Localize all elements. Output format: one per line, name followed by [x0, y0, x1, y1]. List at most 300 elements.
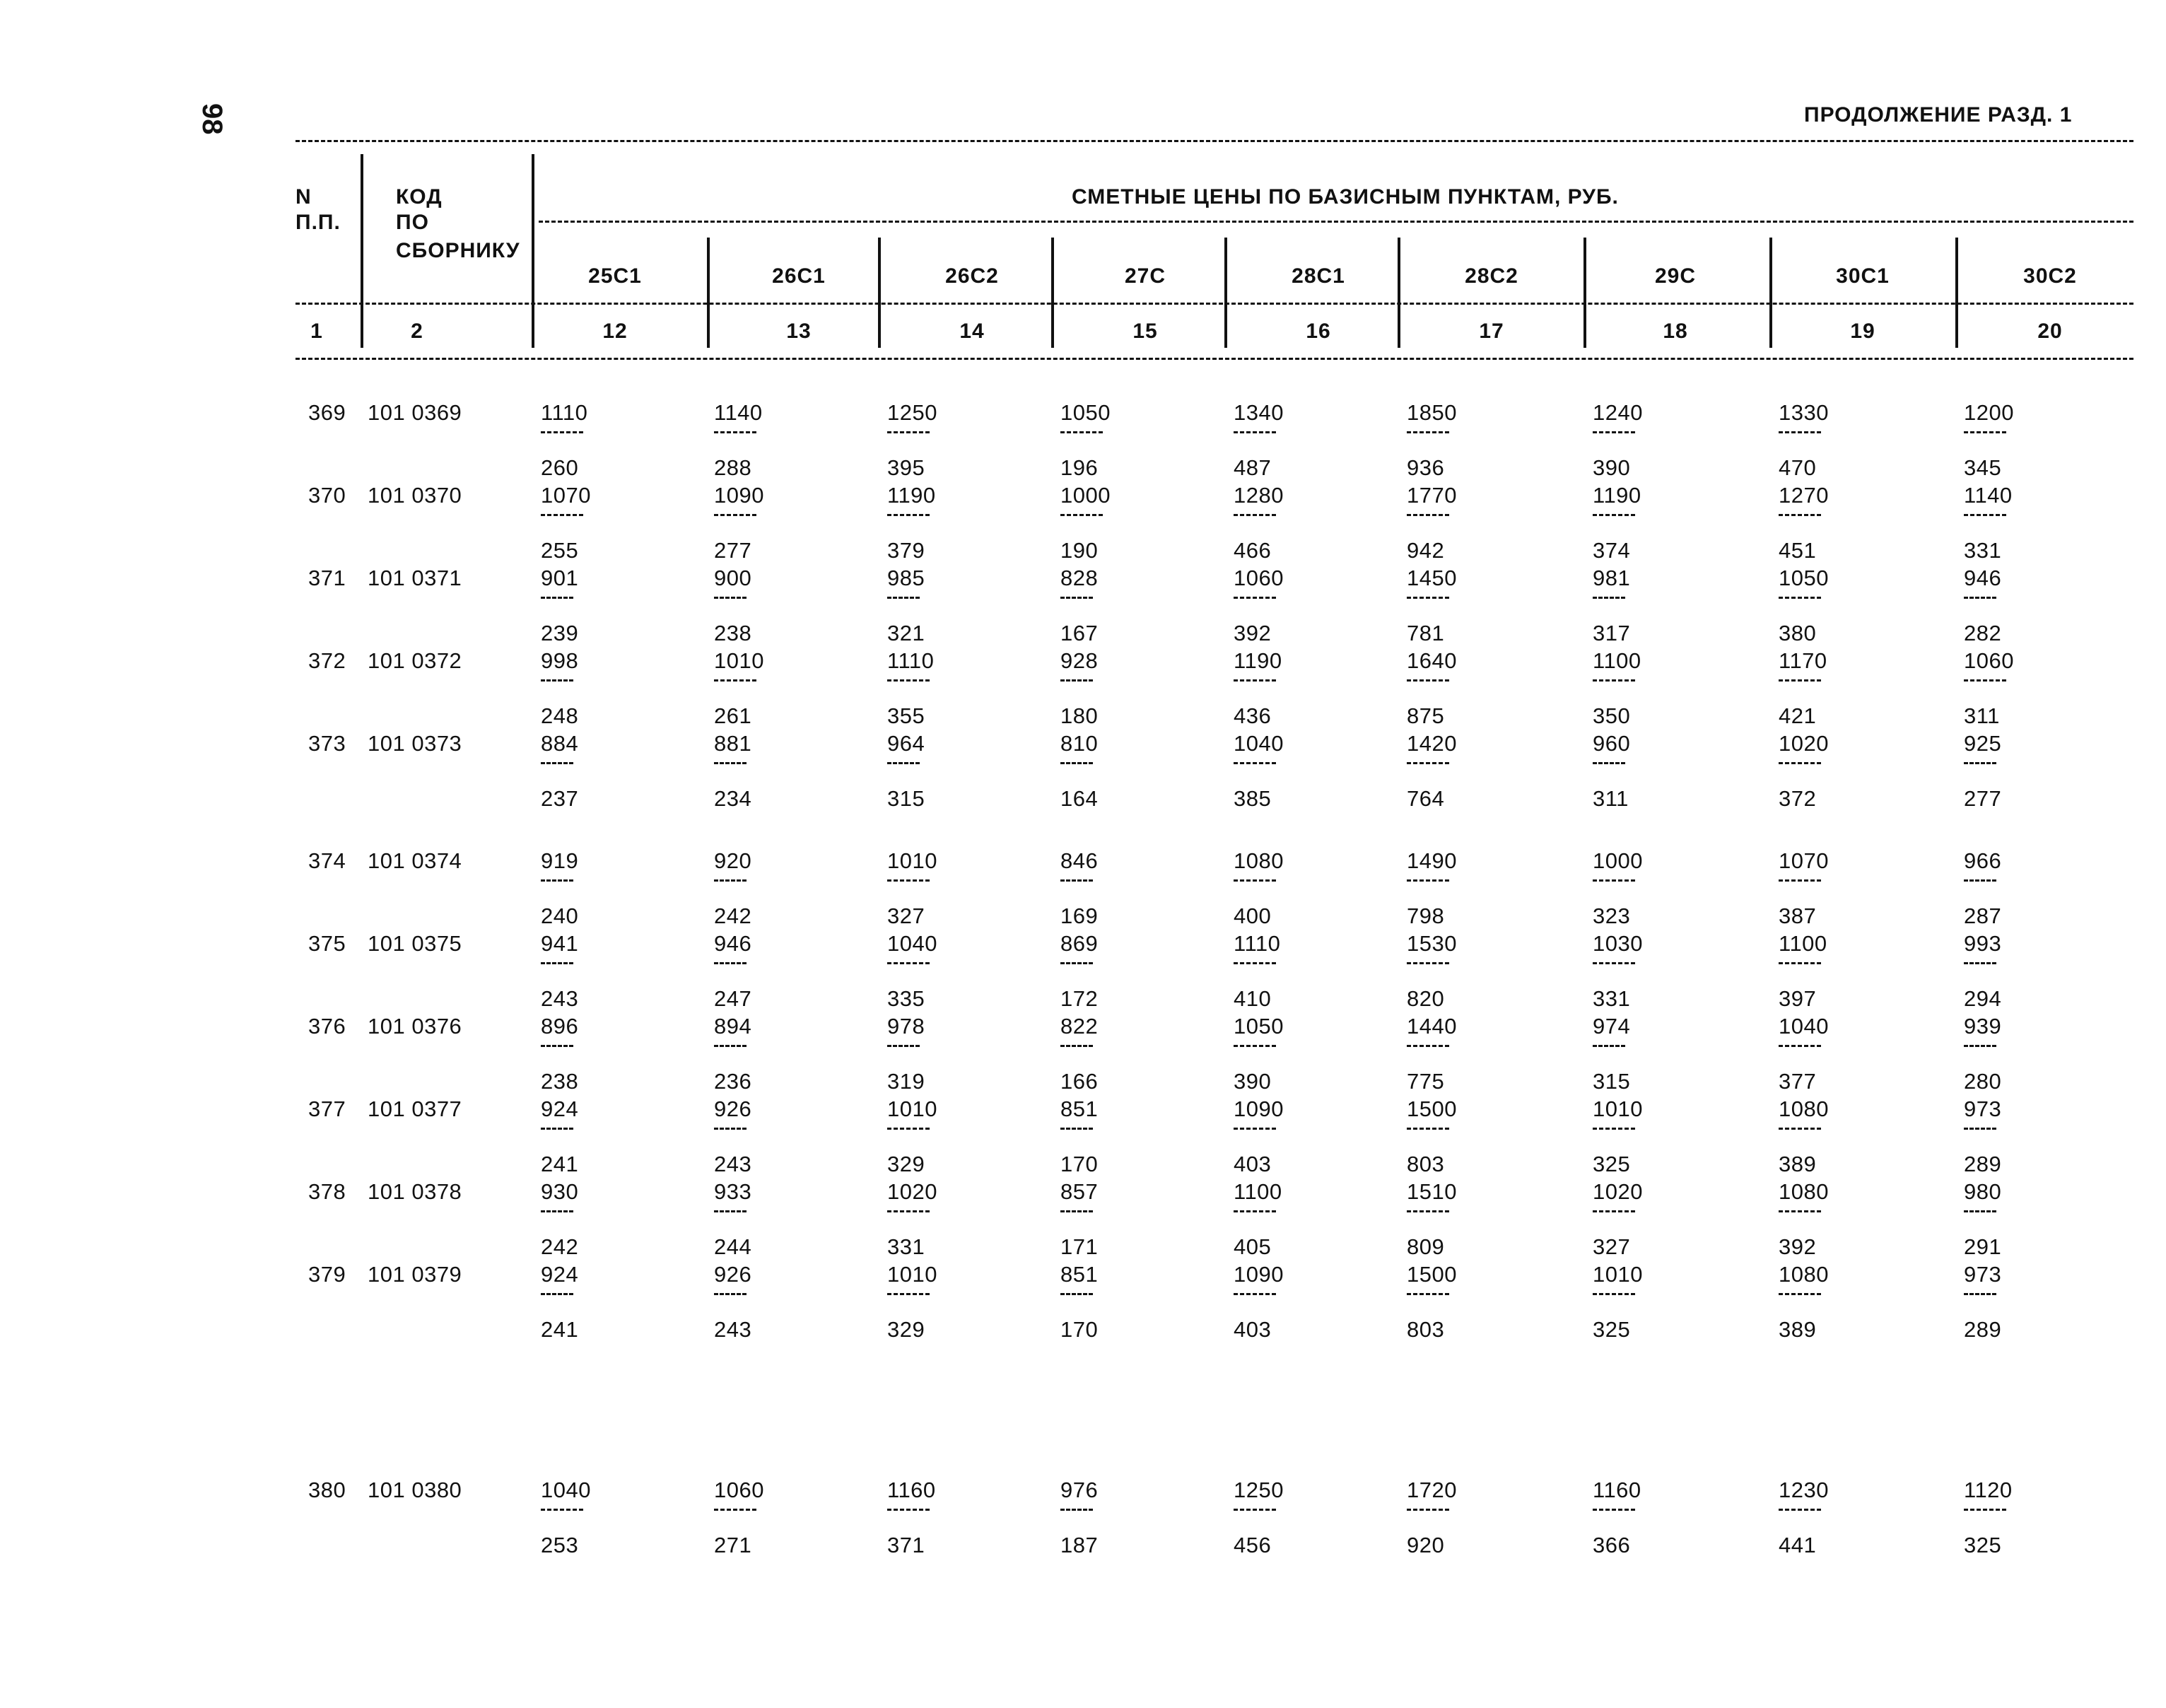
price-value-bottom: 405	[1234, 1234, 1272, 1259]
row-number: 379	[308, 1262, 346, 1287]
fraction-line	[1407, 514, 1449, 516]
fraction-line	[714, 1509, 756, 1511]
row-number: 372	[308, 648, 346, 673]
fraction-line	[1060, 1128, 1093, 1130]
price-value-bottom: 400	[1234, 903, 1272, 928]
price-value-top: 978	[887, 1014, 925, 1039]
fraction-line	[1407, 1509, 1449, 1511]
price-value-bottom: 875	[1407, 703, 1445, 728]
price-value-bottom: 385	[1234, 786, 1272, 811]
row-number: 373	[308, 731, 346, 756]
price-value-bottom: 244	[714, 1234, 752, 1259]
price-value-top: 998	[541, 648, 579, 673]
price-value-top: 946	[1964, 566, 2002, 590]
fraction-line	[1964, 597, 1996, 599]
price-value-top: 1120	[1964, 1478, 2013, 1502]
header-point-label: 29С	[1654, 264, 1697, 288]
price-value-bottom: 329	[887, 1152, 925, 1176]
fraction-line	[1407, 1128, 1449, 1130]
fraction-line	[714, 962, 747, 964]
header-column-number: 14	[959, 320, 985, 343]
price-value-top: 1090	[1234, 1262, 1284, 1287]
price-value-bottom: 241	[541, 1317, 579, 1342]
price-value-bottom: 166	[1060, 1069, 1099, 1094]
price-value-bottom: 321	[887, 621, 925, 645]
fraction-line	[1964, 1045, 1996, 1047]
price-value-top: 1040	[541, 1478, 591, 1502]
price-value-top: 1010	[887, 1096, 937, 1121]
price-value-bottom: 289	[1964, 1317, 2002, 1342]
header-code-line2: ПО	[396, 211, 429, 234]
row-code: 101 0372	[368, 648, 462, 673]
header-point-label: 26С2	[945, 264, 999, 288]
fraction-line	[1060, 762, 1093, 764]
price-value-top: 925	[1964, 731, 2002, 756]
price-value-bottom: 392	[1234, 621, 1272, 645]
fraction-line	[1234, 1210, 1276, 1212]
header-column-number: 18	[1663, 320, 1688, 343]
fraction-line	[714, 514, 756, 516]
fraction-line	[1407, 1210, 1449, 1212]
fraction-line	[1779, 879, 1821, 882]
fraction-line	[1593, 431, 1635, 433]
price-value-top: 1100	[1593, 648, 1641, 673]
price-value-bottom: 331	[887, 1234, 925, 1259]
price-value-top: 1100	[1779, 931, 1827, 956]
fraction-line	[1407, 762, 1449, 764]
row-code: 101 0374	[368, 848, 462, 873]
fraction-line	[1234, 962, 1276, 964]
row-number: 378	[308, 1179, 346, 1204]
fraction-line	[1964, 1509, 2006, 1511]
price-value-top: 1340	[1234, 400, 1284, 425]
price-value-bottom: 282	[1964, 621, 2002, 645]
header-prices-title: СМЕТНЫЕ ЦЕНЫ ПО БАЗИСНЫМ ПУНКТАМ, РУБ.	[1072, 185, 1619, 209]
fraction-line	[1593, 1210, 1635, 1212]
fraction-line	[1407, 431, 1449, 433]
price-value-bottom: 456	[1234, 1533, 1272, 1557]
price-value-bottom: 487	[1234, 455, 1272, 480]
price-value-bottom: 410	[1234, 986, 1272, 1011]
price-value-top: 1020	[1779, 731, 1829, 756]
fraction-line	[541, 597, 573, 599]
fraction-line	[714, 1293, 747, 1295]
header-point-divider	[1955, 238, 1958, 348]
price-value-top: 920	[714, 848, 752, 873]
row-code: 101 0370	[368, 483, 462, 508]
price-value-top: 846	[1060, 848, 1099, 873]
price-value-bottom: 287	[1964, 903, 2002, 928]
fraction-line	[1964, 679, 2006, 682]
price-value-top: 1110	[1234, 931, 1281, 956]
price-value-bottom: 470	[1779, 455, 1817, 480]
fraction-line	[1234, 879, 1276, 882]
fraction-line	[714, 1210, 747, 1212]
price-value-top: 1030	[1593, 931, 1643, 956]
fraction-line	[1593, 1045, 1625, 1047]
price-value-bottom: 371	[887, 1533, 925, 1557]
price-value-top: 1640	[1407, 648, 1457, 673]
price-value-bottom: 247	[714, 986, 752, 1011]
row-number: 370	[308, 483, 346, 508]
header-point-label: 30С1	[1836, 264, 1890, 288]
price-value-bottom: 403	[1234, 1152, 1272, 1176]
price-value-bottom: 331	[1593, 986, 1631, 1011]
fraction-line	[887, 1293, 930, 1295]
fraction-line	[1593, 1128, 1635, 1130]
fraction-line	[1407, 679, 1449, 682]
price-value-top: 964	[887, 731, 925, 756]
header-point-label: 25С1	[588, 264, 642, 288]
price-value-bottom: 190	[1060, 538, 1099, 563]
row-code: 101 0375	[368, 931, 462, 956]
row-code: 101 0378	[368, 1179, 462, 1204]
header-bottom-rule	[295, 358, 2133, 360]
price-value-bottom: 920	[1407, 1533, 1445, 1557]
price-value-top: 828	[1060, 566, 1099, 590]
fraction-line	[541, 431, 583, 433]
header-point-divider	[1769, 238, 1772, 348]
price-value-bottom: 242	[714, 903, 752, 928]
header-n-line1: N	[295, 185, 312, 209]
price-value-top: 896	[541, 1014, 579, 1039]
price-value-top: 1270	[1779, 483, 1829, 508]
row-number: 377	[308, 1096, 346, 1121]
header-column-number: 15	[1132, 320, 1158, 343]
price-value-top: 1010	[714, 648, 764, 673]
price-value-top: 869	[1060, 931, 1099, 956]
price-value-bottom: 317	[1593, 621, 1631, 645]
price-value-top: 1010	[1593, 1262, 1643, 1287]
price-value-top: 1280	[1234, 483, 1284, 508]
fraction-line	[1779, 1509, 1821, 1511]
price-value-bottom: 167	[1060, 621, 1099, 645]
price-value-top: 976	[1060, 1478, 1099, 1502]
price-value-bottom: 392	[1779, 1234, 1817, 1259]
price-value-bottom: 331	[1964, 538, 2002, 563]
header-point-divider	[1583, 238, 1586, 348]
fraction-line	[1593, 597, 1625, 599]
price-value-bottom: 238	[541, 1069, 579, 1094]
fraction-line	[1964, 1293, 1996, 1295]
price-value-top: 1850	[1407, 400, 1457, 425]
fraction-line	[1234, 1128, 1276, 1130]
header-code-line3: СБОРНИКУ	[396, 239, 520, 262]
price-value-bottom: 255	[541, 538, 579, 563]
price-value-bottom: 171	[1060, 1234, 1099, 1259]
fraction-line	[541, 1210, 573, 1212]
header-column-number: 2	[411, 320, 423, 343]
row-code: 101 0379	[368, 1262, 462, 1287]
price-value-bottom: 237	[541, 786, 579, 811]
price-value-bottom: 390	[1593, 455, 1631, 480]
price-value-bottom: 389	[1779, 1317, 1817, 1342]
continuation-label: ПРОДОЛЖЕНИЕ РАЗД. 1	[1804, 103, 2073, 127]
price-value-top: 1000	[1060, 483, 1111, 508]
price-value-bottom: 291	[1964, 1234, 2002, 1259]
price-value-bottom: 248	[541, 703, 579, 728]
fraction-line	[887, 962, 930, 964]
price-value-bottom: 280	[1964, 1069, 2002, 1094]
fraction-line	[1234, 1293, 1276, 1295]
price-value-top: 1200	[1964, 400, 2014, 425]
price-value-bottom: 372	[1779, 786, 1817, 811]
fraction-line	[1234, 762, 1276, 764]
row-code: 101 0369	[368, 400, 462, 425]
price-value-bottom: 277	[714, 538, 752, 563]
price-value-top: 851	[1060, 1262, 1099, 1287]
price-value-bottom: 271	[714, 1533, 752, 1557]
fraction-line	[1407, 962, 1449, 964]
price-value-top: 981	[1593, 566, 1631, 590]
fraction-line	[1407, 879, 1449, 882]
price-value-bottom: 288	[714, 455, 752, 480]
fraction-line	[1593, 762, 1625, 764]
price-value-top: 1510	[1407, 1179, 1457, 1204]
header-column-number: 17	[1479, 320, 1504, 343]
fraction-line	[1779, 679, 1821, 682]
header-point-divider	[1398, 238, 1400, 348]
header-code-line1: КОД	[396, 185, 443, 209]
fraction-line	[1779, 597, 1821, 599]
header-column-number: 20	[2037, 320, 2063, 343]
price-value-bottom: 261	[714, 703, 752, 728]
price-value-top: 985	[887, 566, 925, 590]
price-value-bottom: 441	[1779, 1533, 1817, 1557]
fraction-line	[1964, 962, 1996, 964]
fraction-line	[541, 514, 583, 516]
header-column-number: 16	[1306, 320, 1331, 343]
price-value-bottom: 169	[1060, 903, 1099, 928]
price-value-top: 924	[541, 1262, 579, 1287]
price-value-top: 1140	[714, 400, 763, 425]
price-value-top: 810	[1060, 731, 1099, 756]
fraction-line	[714, 597, 747, 599]
fraction-line	[1234, 679, 1276, 682]
price-value-bottom: 243	[714, 1317, 752, 1342]
price-value-bottom: 196	[1060, 455, 1099, 480]
header-point-label: 27С	[1124, 264, 1166, 288]
price-value-bottom: 809	[1407, 1234, 1445, 1259]
row-code: 101 0380	[368, 1478, 462, 1502]
price-value-bottom: 239	[541, 621, 579, 645]
price-value-top: 1080	[1779, 1179, 1829, 1204]
fraction-line	[541, 1045, 573, 1047]
fraction-line	[1779, 514, 1821, 516]
price-value-top: 1160	[1593, 1478, 1641, 1502]
price-value-bottom: 315	[1593, 1069, 1631, 1094]
fraction-line	[1964, 762, 1996, 764]
price-value-bottom: 374	[1593, 538, 1631, 563]
price-value-top: 1060	[1234, 566, 1284, 590]
price-value-top: 884	[541, 731, 579, 756]
price-value-bottom: 327	[887, 903, 925, 928]
price-value-top: 1420	[1407, 731, 1457, 756]
fraction-line	[887, 879, 930, 882]
fraction-line	[714, 879, 747, 882]
fraction-line	[1060, 431, 1103, 433]
fraction-line	[1060, 962, 1093, 964]
price-value-top: 974	[1593, 1014, 1631, 1039]
fraction-line	[1407, 1293, 1449, 1295]
row-number: 375	[308, 931, 346, 956]
fraction-line	[1060, 597, 1093, 599]
price-value-top: 894	[714, 1014, 752, 1039]
fraction-line	[1234, 431, 1276, 433]
header-divider	[361, 154, 363, 348]
price-value-bottom: 172	[1060, 986, 1099, 1011]
price-value-bottom: 325	[1964, 1533, 2002, 1557]
price-value-top: 1010	[887, 1262, 937, 1287]
fraction-line	[541, 762, 573, 764]
price-value-bottom: 379	[887, 538, 925, 563]
price-value-bottom: 942	[1407, 538, 1445, 563]
price-value-top: 1250	[1234, 1478, 1284, 1502]
price-value-top: 1000	[1593, 848, 1643, 873]
price-value-top: 1190	[1593, 483, 1641, 508]
price-value-top: 993	[1964, 931, 2002, 956]
fraction-line	[1964, 514, 2006, 516]
price-value-bottom: 345	[1964, 455, 2002, 480]
header-point-divider	[1051, 238, 1054, 348]
fraction-line	[1060, 1509, 1093, 1511]
price-value-bottom: 234	[714, 786, 752, 811]
header-column-number: 13	[786, 320, 812, 343]
price-value-bottom: 315	[887, 786, 925, 811]
price-value-bottom: 170	[1060, 1317, 1099, 1342]
fraction-line	[714, 1128, 747, 1130]
price-value-bottom: 355	[887, 703, 925, 728]
fraction-line	[541, 1128, 573, 1130]
fraction-line	[1779, 431, 1821, 433]
fraction-line	[1234, 1509, 1276, 1511]
price-value-top: 1500	[1407, 1262, 1457, 1287]
fraction-line	[714, 431, 756, 433]
price-value-top: 1020	[887, 1179, 937, 1204]
header-point-label: 26С1	[772, 264, 826, 288]
header-point-divider	[707, 238, 710, 348]
fraction-line	[1593, 1509, 1635, 1511]
price-value-bottom: 451	[1779, 538, 1817, 563]
fraction-line	[887, 679, 930, 682]
price-value-top: 900	[714, 566, 752, 590]
price-value-bottom: 421	[1779, 703, 1817, 728]
price-value-bottom: 436	[1234, 703, 1272, 728]
fraction-line	[1060, 679, 1093, 682]
price-value-top: 1230	[1779, 1478, 1829, 1502]
price-value-top: 1080	[1779, 1096, 1829, 1121]
price-value-bottom: 327	[1593, 1234, 1631, 1259]
price-value-bottom: 180	[1060, 703, 1099, 728]
fraction-line	[1779, 962, 1821, 964]
header-sub-rule	[295, 303, 2133, 305]
fraction-line	[714, 1045, 747, 1047]
price-value-bottom: 798	[1407, 903, 1445, 928]
price-value-top: 973	[1964, 1262, 2002, 1287]
row-code: 101 0373	[368, 731, 462, 756]
fraction-line	[1779, 762, 1821, 764]
price-value-top: 1110	[887, 648, 935, 673]
fraction-line	[1779, 1293, 1821, 1295]
price-value-bottom: 820	[1407, 986, 1445, 1011]
header-point-divider	[1224, 238, 1227, 348]
price-value-top: 1170	[1779, 648, 1827, 673]
price-value-bottom: 350	[1593, 703, 1631, 728]
price-value-top: 901	[541, 566, 579, 590]
fraction-line	[541, 1509, 583, 1511]
fraction-line	[1060, 514, 1103, 516]
fraction-line	[887, 1128, 930, 1130]
price-value-top: 1080	[1779, 1262, 1829, 1287]
price-value-top: 822	[1060, 1014, 1099, 1039]
price-value-top: 1530	[1407, 931, 1457, 956]
header-top-rule	[295, 140, 2133, 142]
fraction-line	[1593, 1293, 1635, 1295]
price-value-top: 857	[1060, 1179, 1099, 1204]
price-value-top: 924	[541, 1096, 579, 1121]
price-value-bottom: 240	[541, 903, 579, 928]
fraction-line	[1779, 1210, 1821, 1212]
price-value-bottom: 319	[887, 1069, 925, 1094]
fraction-line	[1779, 1045, 1821, 1047]
price-value-bottom: 170	[1060, 1152, 1099, 1176]
price-value-bottom: 335	[887, 986, 925, 1011]
fraction-line	[887, 1210, 930, 1212]
price-value-top: 1050	[1779, 566, 1829, 590]
price-value-bottom: 325	[1593, 1152, 1631, 1176]
price-value-top: 1060	[1964, 648, 2014, 673]
price-value-top: 1010	[887, 848, 937, 873]
price-value-bottom: 325	[1593, 1317, 1631, 1342]
price-value-top: 1190	[887, 483, 936, 508]
price-value-top: 1250	[887, 400, 937, 425]
header-point-label: 28С2	[1465, 264, 1518, 288]
row-number: 380	[308, 1478, 346, 1502]
header-mid-rule	[539, 221, 2133, 223]
price-value-bottom: 243	[714, 1152, 752, 1176]
price-value-bottom: 936	[1407, 455, 1445, 480]
header-point-divider	[878, 238, 881, 348]
price-value-top: 1190	[1234, 648, 1282, 673]
price-value-top: 930	[541, 1179, 579, 1204]
price-value-top: 941	[541, 931, 579, 956]
price-value-bottom: 164	[1060, 786, 1099, 811]
row-number: 374	[308, 848, 346, 873]
price-value-top: 1090	[714, 483, 764, 508]
row-code: 101 0371	[368, 566, 462, 590]
price-value-bottom: 390	[1234, 1069, 1272, 1094]
price-value-top: 1050	[1234, 1014, 1284, 1039]
row-code: 101 0376	[368, 1014, 462, 1039]
price-value-top: 919	[541, 848, 579, 873]
price-value-bottom: 242	[541, 1234, 579, 1259]
fraction-line	[887, 1509, 930, 1511]
price-value-top: 1040	[1779, 1014, 1829, 1039]
header-column-number: 1	[310, 320, 323, 343]
price-value-bottom: 236	[714, 1069, 752, 1094]
price-value-top: 973	[1964, 1096, 2002, 1121]
price-value-top: 966	[1964, 848, 2002, 873]
fraction-line	[1234, 514, 1276, 516]
price-value-top: 1060	[714, 1478, 764, 1502]
price-value-top: 928	[1060, 648, 1099, 673]
price-value-bottom: 323	[1593, 903, 1631, 928]
fraction-line	[1964, 431, 2006, 433]
fraction-line	[1060, 1293, 1093, 1295]
price-value-top: 1010	[1593, 1096, 1643, 1121]
price-value-bottom: 380	[1779, 621, 1817, 645]
fraction-line	[1593, 962, 1635, 964]
